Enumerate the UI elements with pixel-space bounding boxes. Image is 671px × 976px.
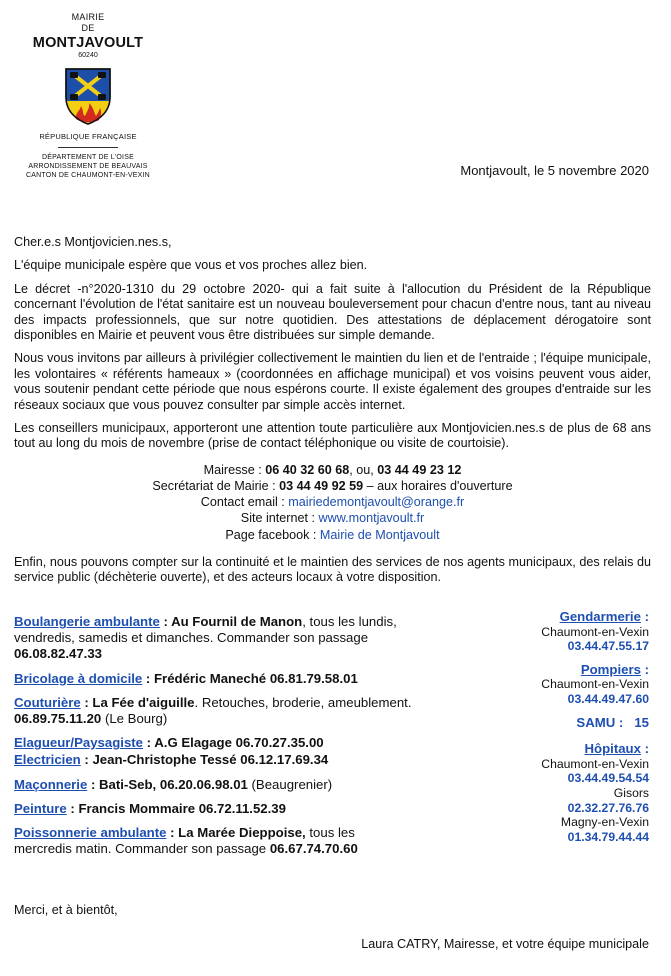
- samu-number: 15: [634, 714, 649, 730]
- mairesse-line: [14, 462, 651, 478]
- service-entry: [14, 671, 414, 687]
- service-phone: 06.81.79.58.01: [269, 670, 358, 686]
- service-separator: :: [87, 776, 100, 792]
- service-entry: [14, 614, 414, 663]
- service-phone: 06.72.11.52.39: [198, 800, 286, 816]
- pompiers-phone: 03.44.49.47.60: [567, 691, 649, 706]
- service-entry: [14, 801, 414, 817]
- service-text: , tous les lundis, vendredis, samedis et dimanches. Commander son passage: [14, 614, 397, 646]
- signature-line: Laura CATRY, Mairesse, et votre équipe municipale: [361, 937, 649, 951]
- service-phone: 06.20.06.98.01: [159, 776, 248, 792]
- commune-name: MONTJAVOULT: [32, 35, 144, 51]
- service-phone: 06.67.74.70.60: [269, 841, 358, 857]
- service-entry: [14, 752, 414, 768]
- hopital-phone: 01.34.79.44.44: [567, 829, 649, 844]
- canton-line: CANTON DE CHAUMONT-EN-VEXIN: [26, 172, 150, 179]
- arrondissement-line: ARRONDISSEMENT DE BEAUVAIS: [28, 163, 148, 170]
- gendarmerie-place: Chaumont-en-Vexin: [541, 624, 649, 639]
- header-divider: [58, 147, 118, 148]
- pompiers-place: Chaumont-en-Vexin: [541, 677, 649, 692]
- service-separator: :: [159, 614, 172, 629]
- secretariat-line: [14, 478, 651, 494]
- service-separator: :: [80, 694, 93, 710]
- secretariat-phone: 03 44 49 92 59: [279, 479, 364, 494]
- de-label: DE: [81, 23, 95, 33]
- services-paragraph: Enfin, nous pouvons compter sur la continuité et le maintien des services de nos agents municipaux, des relais du service public (déchèterie ouverte), et des acteurs locaux à votre disposition.: [14, 554, 651, 585]
- mairie-label: MAIRIE: [71, 12, 105, 22]
- service-name: Frédéric Maneché: [154, 670, 267, 686]
- service-category: Peinture: [14, 800, 67, 816]
- service-text: tous les mercredis matin. Commander son passage: [14, 825, 355, 857]
- contacts-block: [14, 462, 651, 543]
- site-label: Site internet :: [240, 511, 319, 526]
- service-entry: [14, 735, 414, 751]
- intro-paragraph: L'équipe municipale espère que vous et vos proches allez bien.: [14, 258, 368, 273]
- email-line: [14, 494, 651, 510]
- service-separator: :: [66, 800, 79, 816]
- service-category: Poissonnerie ambulante: [14, 825, 167, 841]
- service-separator: :: [166, 825, 179, 841]
- email-label: Contact email :: [200, 495, 289, 510]
- service-name: Jean-Christophe Tessé: [92, 752, 237, 768]
- samu-line: SAMU : 15: [576, 714, 649, 730]
- letter-body: [14, 235, 651, 594]
- secretariat-label: Secrétariat de Mairie :: [152, 479, 280, 494]
- service-name: Au Fournil de Manon: [171, 614, 303, 629]
- service-name: La Marée Dieppoise,: [178, 825, 306, 841]
- service-phone: 06.70.27.35.00: [235, 735, 324, 751]
- hopital-place: Chaumont-en-Vexin: [541, 756, 649, 771]
- elders-paragraph: Les conseillers municipaux, apporteront une attention toute particulière aux Montjovicien.nes.s de plus de 68 ans tout au long du mois de novembre (prise de contact téléphonique ou visite de courtoisie).: [14, 421, 651, 451]
- pompiers-block: [439, 663, 649, 707]
- postal-code: 60240: [78, 52, 98, 59]
- email-link[interactable]: mairiedemontjavoult@orange.fr: [288, 495, 465, 510]
- coat-of-arms-icon: [63, 67, 113, 125]
- service-entry: [14, 825, 414, 857]
- facebook-line: [14, 527, 651, 543]
- service-separator: :: [142, 670, 154, 686]
- secretariat-suffix: – aux horaires d'ouverture: [363, 479, 513, 494]
- service-text: . Retouches, broderie, ameublement.: [194, 694, 412, 710]
- service-category: Electricien: [14, 752, 81, 768]
- site-link[interactable]: www.montjavoult.fr: [318, 511, 425, 526]
- date-line: Montjavoult, le 5 novembre 2020: [460, 163, 649, 178]
- service-phone: 06.89.75.11.20: [14, 711, 102, 727]
- hopital-phone: 02.32.27.76.76: [567, 800, 649, 815]
- service-phone: 06.12.17.69.34: [240, 752, 329, 768]
- service-entry: [14, 777, 414, 793]
- service-name: Francis Mommaire: [78, 800, 196, 816]
- gendarmerie-phone: 03.44.47.55.17: [567, 639, 649, 654]
- letterhead: [14, 12, 162, 180]
- republique-label: RÉPUBLIQUE FRANÇAISE: [39, 132, 137, 141]
- service-name: La Fée d'aiguille: [92, 694, 195, 710]
- emergency-numbers: [439, 610, 649, 853]
- pompiers-title: Pompiers :: [580, 661, 649, 677]
- facebook-label: Page facebook :: [225, 527, 320, 542]
- service-category: Boulangerie ambulante: [14, 614, 160, 629]
- services-list: [14, 614, 414, 865]
- mairesse-label: Mairesse :: [203, 462, 266, 477]
- service-extra: (Le Bourg): [101, 711, 168, 727]
- service-category: Maçonnerie: [14, 776, 88, 792]
- mairesse-phone-1: 06 40 32 60 68: [265, 462, 350, 477]
- samu-title: SAMU: [576, 714, 616, 730]
- hopital-phone: 03.44.49.54.54: [567, 771, 649, 786]
- decree-paragraph: Le décret -n°2020-1310 du 29 octobre 2020- qui a fait suite à l'allocution du Président de la République concernant l'évolution de l'état sanitaire est un nouveau bouleversement pour chacun d'entre nous, tant au niveau des impacts professionnels, que sur notre quotidien. Des attestations de déplacement dérogatoire sont disponibles en Mairie et peuvent vous être distribuées sur simple demande.: [14, 281, 651, 343]
- service-phone: 06.08.82.47.33: [14, 646, 102, 662]
- gendarmerie-title: Gendarmerie :: [559, 609, 649, 624]
- service-name: A.G Elagage: [154, 735, 232, 751]
- site-line: [14, 510, 651, 526]
- hopital-place: Gisors: [613, 785, 649, 800]
- gendarmerie-block: [439, 610, 649, 654]
- service-separator: :: [143, 735, 155, 751]
- service-extra: (Beaugrenier): [247, 776, 333, 792]
- hopitaux-block: [439, 742, 649, 844]
- facebook-link[interactable]: Mairie de Montjavoult: [319, 527, 440, 542]
- greeting: Cher.e.s Montjovicien.nes.s,: [14, 235, 172, 249]
- hopital-place: Magny-en-Vexin: [560, 815, 649, 830]
- mairesse-separator: , ou,: [349, 462, 378, 477]
- service-category: Bricolage à domicile: [14, 670, 143, 686]
- service-entry: [14, 695, 414, 727]
- departement-line: DÉPARTEMENT DE L'OISE: [42, 154, 134, 161]
- mairesse-phone-2: 03 44 49 23 12: [377, 462, 462, 477]
- closing-line: Merci, et à bientôt,: [14, 903, 118, 917]
- service-category: Elagueur/Paysagiste: [14, 735, 144, 751]
- service-name: Bati-Seb,: [99, 776, 157, 792]
- hopitaux-title: Hôpitaux :: [584, 741, 649, 757]
- service-separator: :: [80, 752, 93, 768]
- solidarity-paragraph: Nous vous invitons par ailleurs à privilégier collectivement le maintien du lien et de l'entraide ; l'équipe municipale, les volontaires « référents hameaux » (coordonnées en affichage municipal) et vos voisins peuvent vous aider, vous soutenir pendant cette période que nous espérons courte. Il existe également des groupes d'entraide sur les réseaux sociaux que vous pouvez consulter par simple accès internet.: [14, 351, 651, 412]
- service-category: Couturière: [14, 694, 81, 710]
